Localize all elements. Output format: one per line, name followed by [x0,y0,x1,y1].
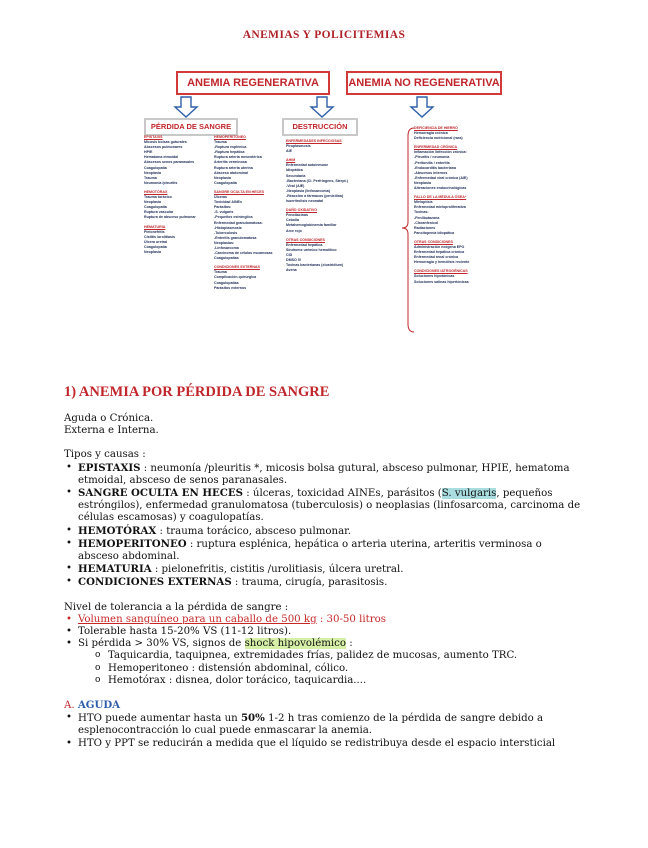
diagram-item: -S. vulgaris [214,210,234,215]
diagram-item: Síndrome urémico hemolítico [286,247,337,252]
diagram-column-epistaxis [144,135,218,255]
diagram-item: Mieloptisis [414,200,433,205]
diagram-item: Administración exógena EPO [414,244,465,249]
diagram-item: Radiaciones [414,225,436,230]
signs-list [78,650,584,687]
subsection-heading: A. AGUDA [64,699,121,712]
list-item: o Taquicardia, taquipnea, extremidades frías, palidez de mucosas, aumento TRC. [108,650,584,662]
diagram-group-heading: DAÑO OXIDATIVO [286,208,318,213]
diagram-item: Abscesos senos paranasales [144,160,195,165]
diagram-item: Toxinas bacterianas (clostridium) [286,263,344,268]
diagram-item: Idiopática [286,168,303,173]
diagram-item: Hemorragia y hemólisis reciente [414,260,470,265]
diagram-item: Neoplasia [144,200,161,205]
diagram-item: Alteraciones endocrinológicas [414,186,467,191]
diagram-item: Parásitos: [214,205,232,210]
diagram-item: Neoplasia [214,175,231,180]
diagram-item: Inflamación /infección crónica: [414,150,467,155]
diagram-item: -Enteritis granulomatosa [214,235,257,240]
diagram-group-heading: HEMOPERITONEO [214,135,246,139]
brace-icon [402,128,414,332]
diagram-item: Coagulopatía [144,205,167,210]
arrow-down-icon [411,97,433,117]
diagram-item: Pancitopenia idiopática [414,230,455,235]
regenerative-box: ANEMIA REGENERATIVA [176,71,330,95]
list-item: • SANGRE OCULTA EN HECES : úlceras, toxicidad AINEs, parásitos (S. vulgaris, pequeños estróngilos), enfermedad granulomatosa (tuberculosis) o neoplasias (linfosarcoma, carcinoma de células escamosas) y coagulopatías. [78,487,584,525]
diagram-item: Soluciones salinas hipertónicas [414,279,469,284]
diagram-item: Arce rojo [286,228,302,233]
list-item: • HEMOPERITONEO : ruptura esplénica, hepática o arteria uterina, arteritis verminosa o absceso abdominal. [78,538,584,563]
diagram-item: Abscesos pulmonares [144,145,183,150]
destruction-box: DESTRUCCIÓN [282,118,358,136]
diagram-item: -Linfosarcoma [214,245,239,250]
diagram-item: Hemorragia crónica [414,131,448,136]
diagram-column-hemoperitoneo [214,135,290,291]
diagram-item: Coagulopatía [144,165,167,170]
diagram-item: Secundaria [286,173,306,178]
anemia-diagram [110,66,540,366]
diagram-item: Fenotiacinas [286,213,308,218]
diagram-item: Trauma torácico [144,195,172,200]
diagram-item: Isoeritrolisis neonatal [286,199,324,204]
diagram-item: Metahemoglobinemia familiar [286,223,337,228]
diagram-item: Piroplasmosis [286,144,311,149]
diagram-item: -Viral (AIE) [286,183,305,188]
diagram-column-destruction [286,139,368,273]
diagram-group-heading: HEMOTÓRAX [144,189,168,194]
diagram-group-heading: EPISTAXIS [144,135,163,139]
list-item: o Hemoperitoneo : distensión abdominal, cólico. [108,663,584,675]
diagram-item: -Peritonitis / enteritis [414,160,450,165]
tolerance-label: Nivel de tolerancia a la pérdida de sangre : [64,601,289,613]
diagram-item: Enfermedad hepática crónica [414,250,465,255]
diagram-item: -Enfermedad viral crónica (AIE) [414,175,468,180]
diagram-item: Toxicidad AINEs [214,200,242,205]
diagram-item: Hematoma etmoidal [144,155,179,160]
diagram-item: CID [286,252,293,257]
diagram-item: -Cloranfenicol [414,220,439,225]
diagram-item: Trauma [214,270,227,275]
diagram-item: Neoplasia [144,170,161,175]
diagram-item: -Fenilbutazona [414,215,440,220]
diagram-item: Trauma [144,175,157,180]
diagram-item: Toxinas: [414,210,429,215]
list-item: • HEMATURIA : pielonefritis, cistitis /urolitiasis, úlcera uretral. [78,563,584,576]
diagram-group-heading: ENFERMEDADES INFECCIOSAS [286,139,342,143]
diagram-item: -Ruptura esplénica [214,145,247,150]
diagram-item: -Ruptura hepática [214,150,245,155]
diagram-item: Úlcera uretral [144,239,168,244]
diagram-item: Micosis bolsas guturales [144,140,187,145]
diagram-item: -Histoplasmosis [214,225,242,230]
diagram-group-heading: FALLO DE LA MÉDULA ÓSEA* [414,195,467,200]
arrow-down-icon [311,97,333,117]
list-item: • CONDICIONES EXTERNAS : trauma, cirugía, parasitosis. [78,576,584,589]
diagram-item: Soluciones hipotónicas [414,274,455,279]
diagram-item: Cistitis /urolitiasis [144,234,175,239]
list-item: o Hemotórax : disnea, dolor torácico, taquicardia.... [108,675,584,687]
diagram-item: Complicación quirúrgica [214,275,257,280]
intro-line: Externa e Interna. [64,425,159,437]
diagram-item: AIE [286,149,292,154]
list-item: • EPISTAXIS : neumonía /pleuritis *, micosis bolsa gutural, absceso pulmonar, HPIE, hematoma etmoidal, absceso de senos paranasales. [78,462,584,487]
diagram-item: -Tuberculosis [214,230,238,235]
list-item: • Tolerable hasta 15-20% VS (11-12 litros). [78,626,584,638]
causes-list [64,462,584,590]
section-body [64,413,584,750]
list-item: • HTO puede aumentar hasta un 50% 1-2 h tras comienzo de la pérdida de sangre debido a esplenocontracción lo cual puede enmascarar la anemia. [78,712,584,737]
diagram-item: -Neoplasia (linfosarcoma) [286,188,330,193]
diagram-item: Enfermedad granulomatosa: [214,220,263,225]
tolerance-list [64,614,584,687]
diagram-item: -Abscesos internos [414,170,448,175]
diagram-item: Ruptura arteria uterina [214,165,253,170]
diagram-item: Ruptura arteria mesentérica [214,155,262,160]
diagram-group-heading: ENFERMEDAD CRÓNICA [414,145,458,150]
diagram-item: Cebolla [286,218,299,223]
diagram-group-heading: OTRAS CONDICIONES [286,237,325,242]
diagram-item: Ruptura vascular [144,210,174,215]
diagram-item: Enfermedad autoinmune [286,163,329,168]
diagram-item: Absceso abdominal [214,170,248,175]
diagram-item: -Pleuritis / neumonía [414,155,450,160]
diagram-item: Pielonefritis [144,229,165,234]
diagram-column-non-regenerative [414,126,504,285]
diagram-group-heading: DEFICIENCIA DE HIERRO [414,126,458,130]
diagram-item: -Carcinoma de células escamosas [214,251,273,256]
diagram-item: Enfermedad mieloproliferativa [414,205,466,210]
diagram-item: Neoplasia [144,249,161,254]
diagram-item: Enfermedad hepática [286,242,323,247]
acute-list [64,712,584,750]
diagram-item: Coagulopatía [214,180,237,185]
diagram-item: Parásitos externos [214,285,247,290]
diagram-item: Avena [286,268,297,273]
diagram-item: Ruptura de absceso pulmonar [144,215,196,220]
diagram-item: -Bacteriana (Cl. Perfringens, Strept.) [286,178,348,183]
diagram-item: Enfermedad renal crónica [414,255,459,260]
diagram-item: DMSO IV [286,257,302,262]
diagram-item: -Reacción a fármacos (penicilina) [286,193,344,198]
arrow-down-icon [175,97,197,117]
diagram-item: HPIE [144,150,153,155]
diagram-item: Deficiencia nutricional (rara) [414,136,463,141]
diagram-group-heading: CONDICIONES EXTERNAS [214,265,260,270]
non-regenerative-box: ANEMIA NO REGENERATIVA [346,71,502,95]
page-title: ANEMIAS Y POLICITEMIAS [242,29,406,41]
diagram-item: Neoplasias: [214,240,235,245]
list-item: • Volumen sanguíneo para un caballo de 500 kg : 30-50 litros [78,614,584,626]
list-item: • Si pérdida > 30% VS, signos de shock hipovolémico : o Taquicardia, taquipnea, extremidades frías, palidez de mucosas, aumento TRC. o Hemoperitoneo : distensión abdominal, cólico. o Hemotórax : disnea, dolor torácico, taquicardia.... [78,638,584,687]
diagram-group-heading: AHIM [286,158,296,163]
blood-loss-box: PÉRDIDA DE SANGRE [144,118,238,136]
list-item: • HTO y PPT se reducirán a medida que el líquido se redistribuya desde el espacio intersticial [78,738,584,750]
diagram-item: Arteritis verminosa [214,160,247,165]
diagram-group-heading: OTRAS CONDICIONES [414,239,453,244]
intro-line: Aguda o Crónica. [64,413,154,424]
diagram-item: Úlceras [214,195,227,200]
section-heading: 1) ANEMIA POR PÉRDIDA DE SANGRE [64,384,330,400]
diagram-group-heading: HEMATURIA [144,224,166,229]
diagram-item: Neoplasia [414,180,431,185]
diagram-item: Neumonía /pleuritis [144,180,178,185]
diagram-item: -Pequeños estróngilos [214,215,253,220]
diagram-item: -Endocarditis bacteriana [414,165,456,170]
list-item: • HEMOTÓRAX : trauma torácico, absceso pulmonar. [78,525,584,538]
diagram-item: Coagulopatía [144,244,167,249]
diagram-group-heading: CONDICIONES IATROGÉNICAS [414,269,468,274]
diagram-item: Coagulopatías [214,280,239,285]
diagram-item: Trauma [214,140,227,145]
diagram-item: Coagulopatías [214,256,239,261]
diagram-group-heading: SANGRE OCULTA EN HECES [214,189,265,194]
types-label: Tipos y causas : [64,449,146,461]
